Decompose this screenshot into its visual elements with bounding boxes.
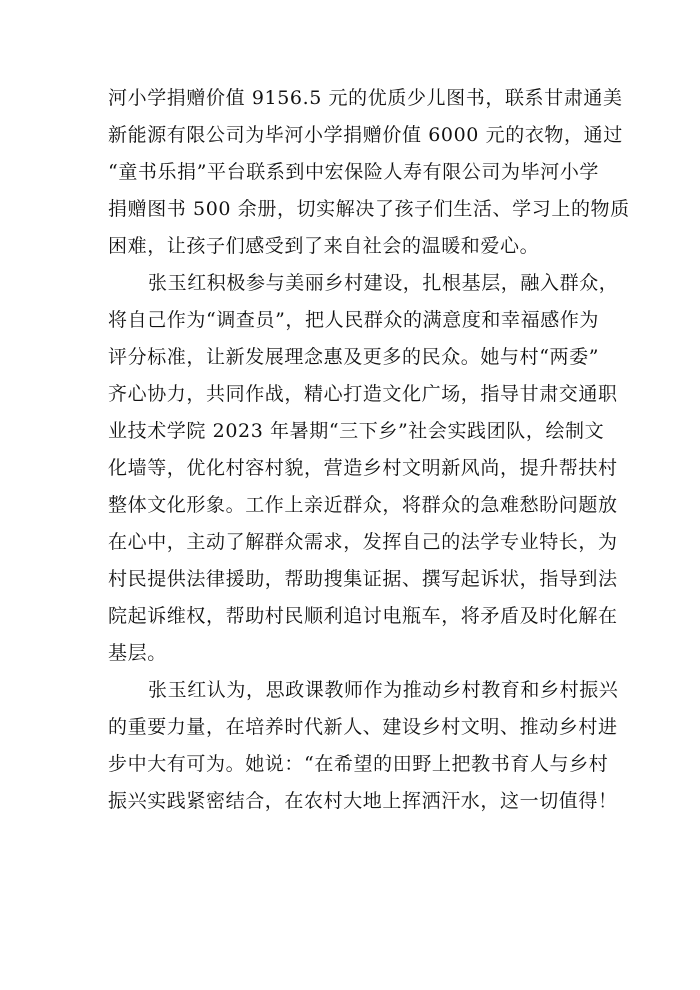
text-line: 村民提供法律援助，帮助搜集证据、撰写起诉状，指导到法 (108, 568, 618, 590)
text-line: 在心中，主动了解群众需求，发挥自己的法学专业特长，为 (108, 531, 618, 553)
paragraph-2 (108, 265, 619, 672)
text-line: 评分标准，让新发展理念惠及更多的民众。她与村“两委” (108, 346, 600, 368)
text-line: 张玉红认为，思政课教师作为推动乡村教育和乡村振兴 (148, 679, 619, 701)
body-text (108, 80, 630, 820)
text-line: 将自己作为“调查员”，把人民群众的满意度和幸福感作为 (108, 309, 600, 331)
text-line: 振兴实践紧密结合，在农村大地上挥洒汗水，这一切值得！ (108, 790, 618, 812)
text-line: 基层。 (108, 642, 167, 664)
text-line: 院起诉维权，帮助村民顺利追讨电瓶车，将矛盾及时化解在 (108, 605, 618, 627)
text-line: 化墙等，优化村容村貌，营造乡村文明新风尚，提升帮扶村 (108, 457, 618, 479)
text-line: 河小学捐赠价值 9156.5 元的优质少儿图书，联系甘肃通美 (108, 87, 623, 109)
text-line: 整体文化形象。工作上亲近群众，将群众的急难愁盼问题放 (108, 494, 618, 516)
text-line: 的重要力量，在培养时代新人、建设乡村文明、推动乡村进 (108, 716, 618, 738)
text-line: 困难，让孩子们感受到了来自社会的温暖和爱心。 (108, 235, 540, 257)
text-line: 齐心协力，共同作战，精心打造文化广场，指导甘肃交通职 (108, 383, 618, 405)
paragraph-1 (108, 80, 630, 265)
text-line: 步中大有可为。她说：“在希望的田野上把教书育人与乡村 (108, 753, 609, 775)
paragraph-3 (108, 672, 619, 820)
text-line: “童书乐捐”平台联系到中宏保险人寿有限公司为毕河小学 (108, 161, 600, 183)
text-line: 新能源有限公司为毕河小学捐赠价值 6000 元的衣物，通过 (108, 124, 623, 146)
text-line: 张玉红积极参与美丽乡村建设，扎根基层，融入群众， (148, 272, 619, 294)
text-line: 捐赠图书 500 余册，切实解决了孩子们生活、学习上的物质 (108, 198, 630, 220)
text-line: 业技术学院 2023 年暑期“三下乡”社会实践团队，绘制文 (108, 420, 605, 442)
